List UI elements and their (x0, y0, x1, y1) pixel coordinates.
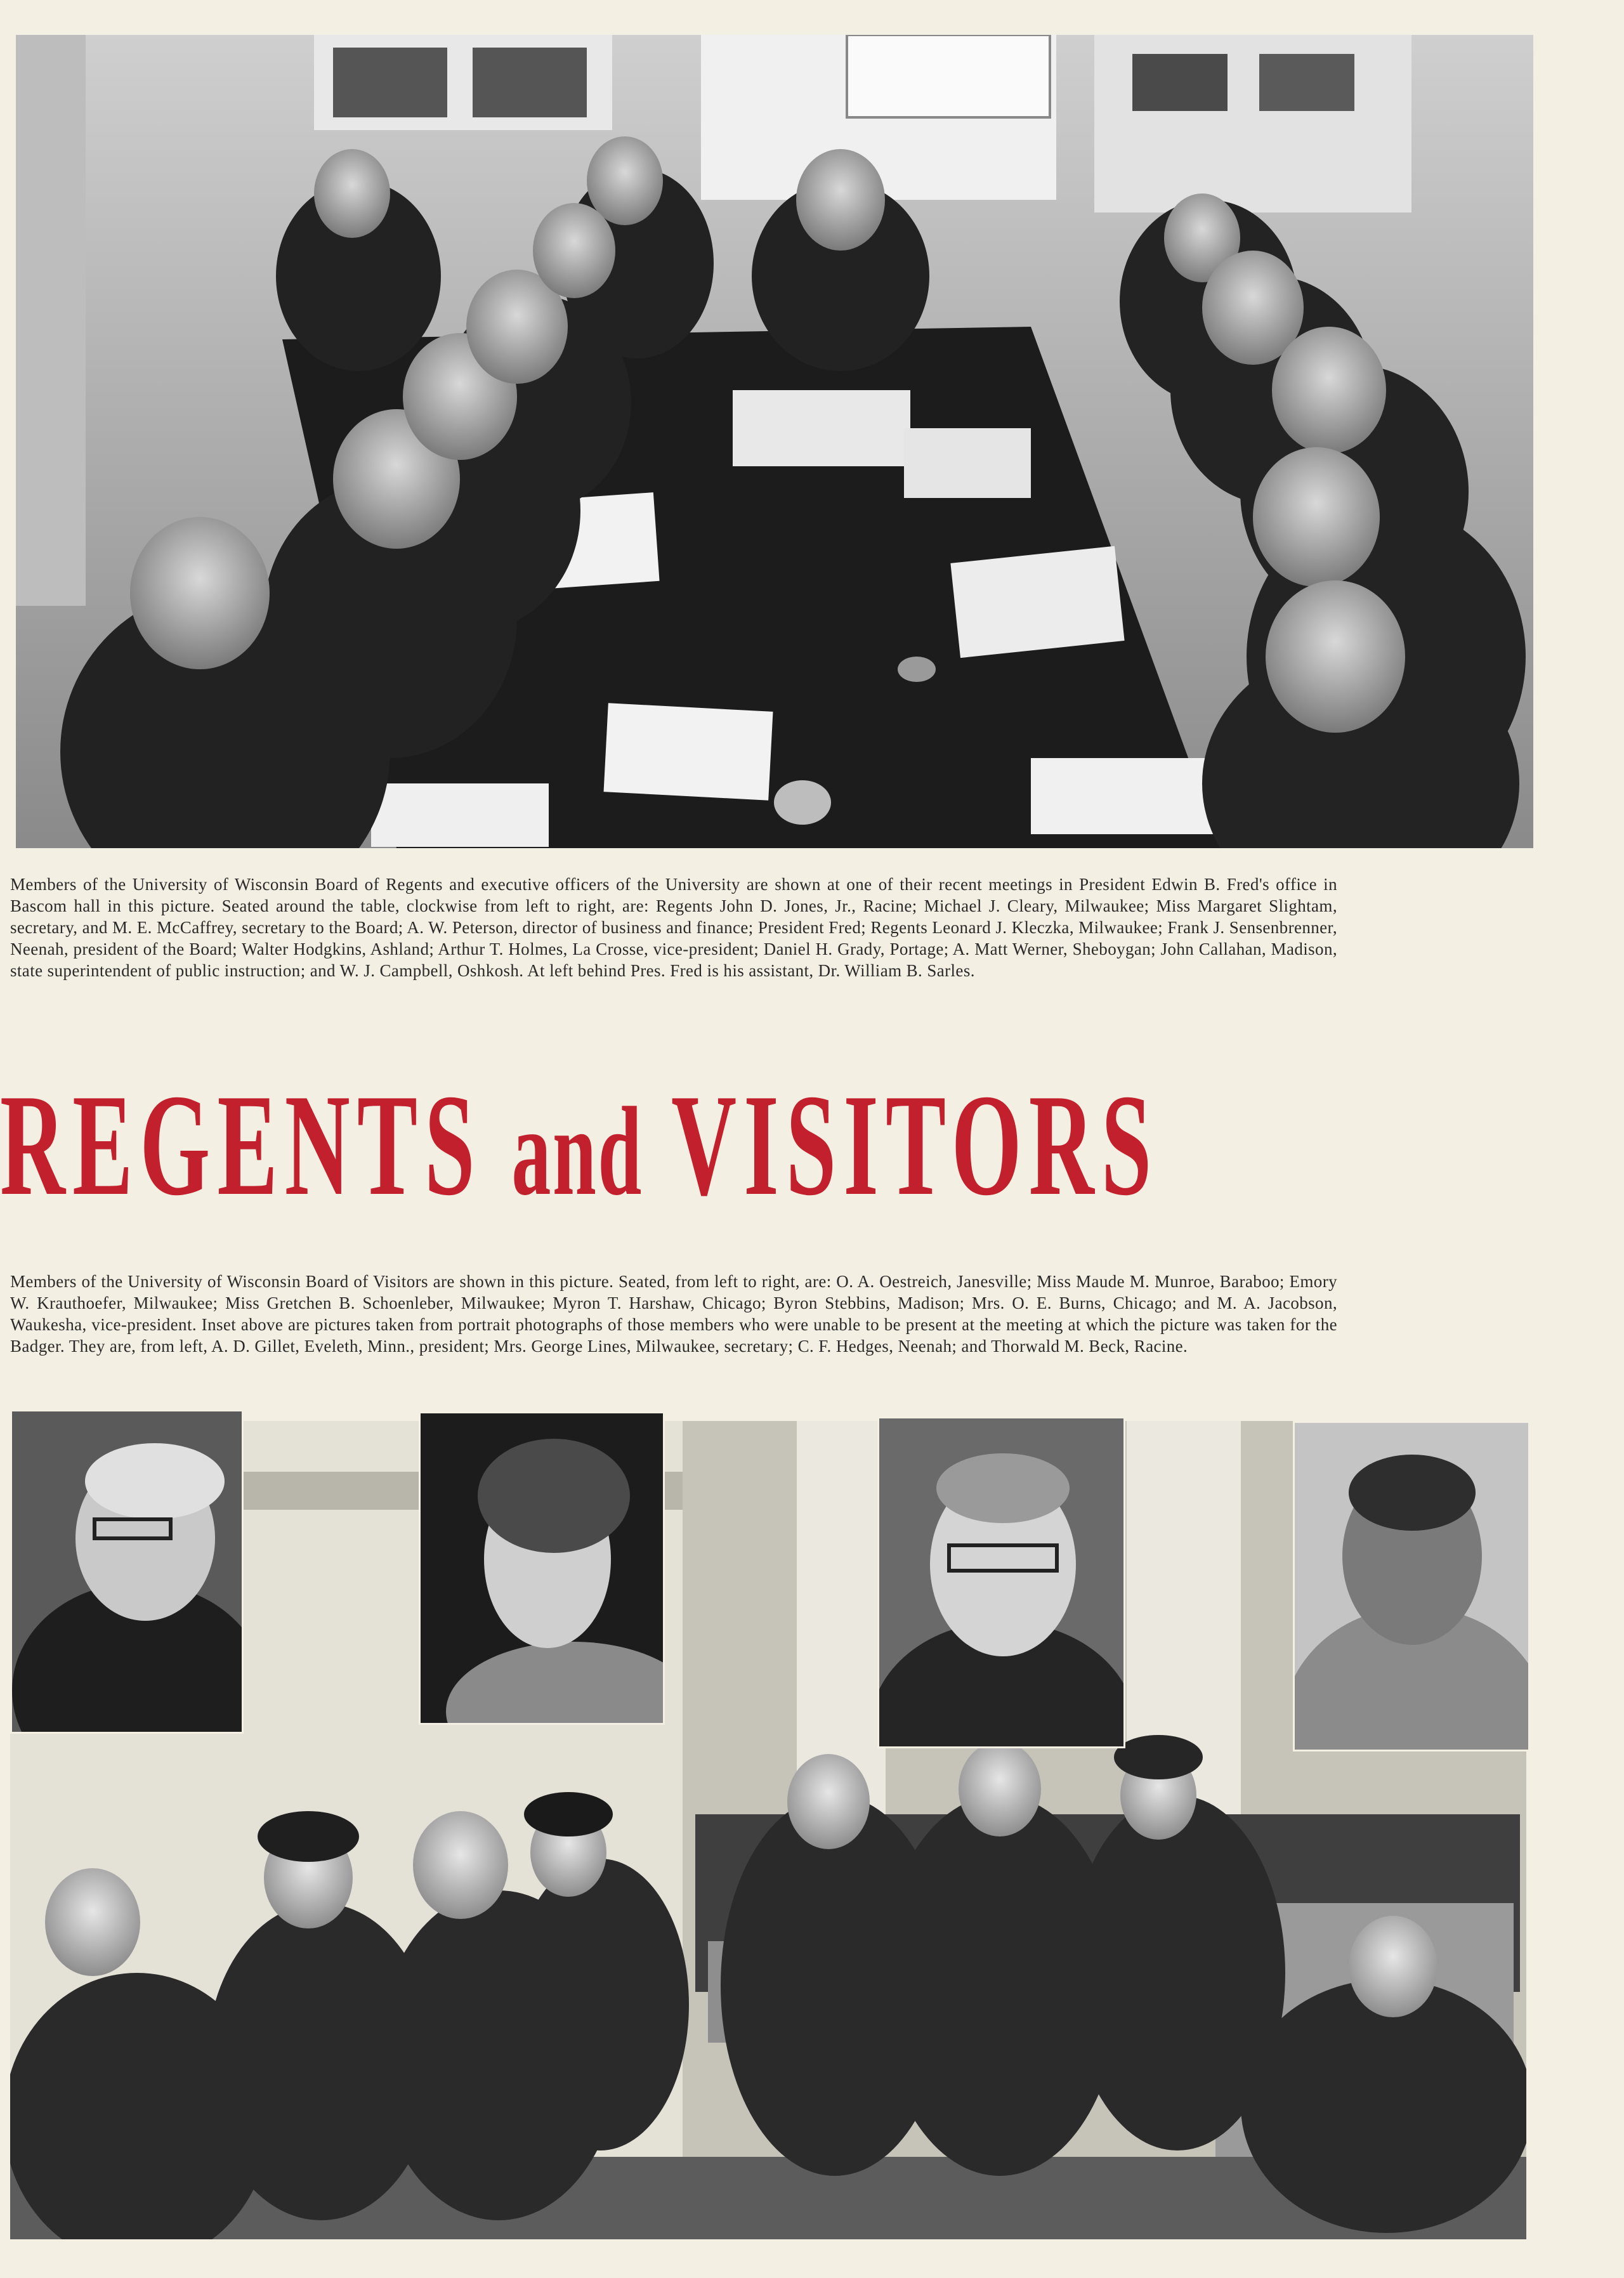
page-headline (0, 1064, 1159, 1226)
portrait-inset-3 (877, 1417, 1125, 1748)
headline-regents: REGENTS (0, 1064, 482, 1226)
portrait-inset-1 (10, 1410, 244, 1734)
headline-and: and (511, 1082, 643, 1222)
headline-visitors: VISITORS (671, 1064, 1159, 1226)
regents-caption: Members of the University of Wisconsin Board of Regents and executive officers of the University are shown at one of their recent meetings in President Edwin B. Fred's office in Bascom hall in this picture. Seated around the table, clockwise from left to right, are: Regents John D. Jones, Jr., Racine; Michael J. Cleary, Milwaukee; Miss Margaret Slightam, secretary, and M. E. McCaffrey, secretary to the Board; A. W. Peterson, director of business and finance; President Fred; Regents Leonard J. Kleczka, Milwaukee; Frank J. Sensenbrenner, Neenah, president of the Board; Walter Hodgkins, Ashland; Arthur T. Holmes, La Crosse, vice-president; Daniel H. Grady, Portage; A. Matt Werner, Sheboygan; John Callahan, Madison, state superintendent of public instruction; and W. J. Campbell, Oshkosh. At left behind Pres. Fred is his assistant, Dr. William B. Sarles. (10, 875, 1337, 980)
portrait-inset-4 (1293, 1421, 1530, 1751)
visitors-caption: Members of the University of Wisconsin Board of Visitors are shown in this picture. Seated, from left to right, are: O. A. Oestreich, Janesville; Miss Maude M. Munroe, Baraboo; Emory W. Krauthoefer, Milwaukee; Miss Gretchen B. Schoenleber, Milwaukee; Myron T. Harshaw, Chicago; Byron Stebbins, Madison; Mrs. O. E. Burns, Chicago; and M. A. Jacobson, Waukesha, vice-president. Inset above are pictures taken from portrait photographs of those members who were unable to be present at the meeting at which the picture was taken for the Badger. They are, from left, A. D. Gillet, Eveleth, Minn., president; Mrs. George Lines, Milwaukee, secretary; C. F. Hedges, Neenah; and Thorwald M. Beck, Racine. (10, 1272, 1337, 1356)
portrait-inset-2 (419, 1411, 665, 1725)
regents-meeting-photo (16, 35, 1533, 848)
